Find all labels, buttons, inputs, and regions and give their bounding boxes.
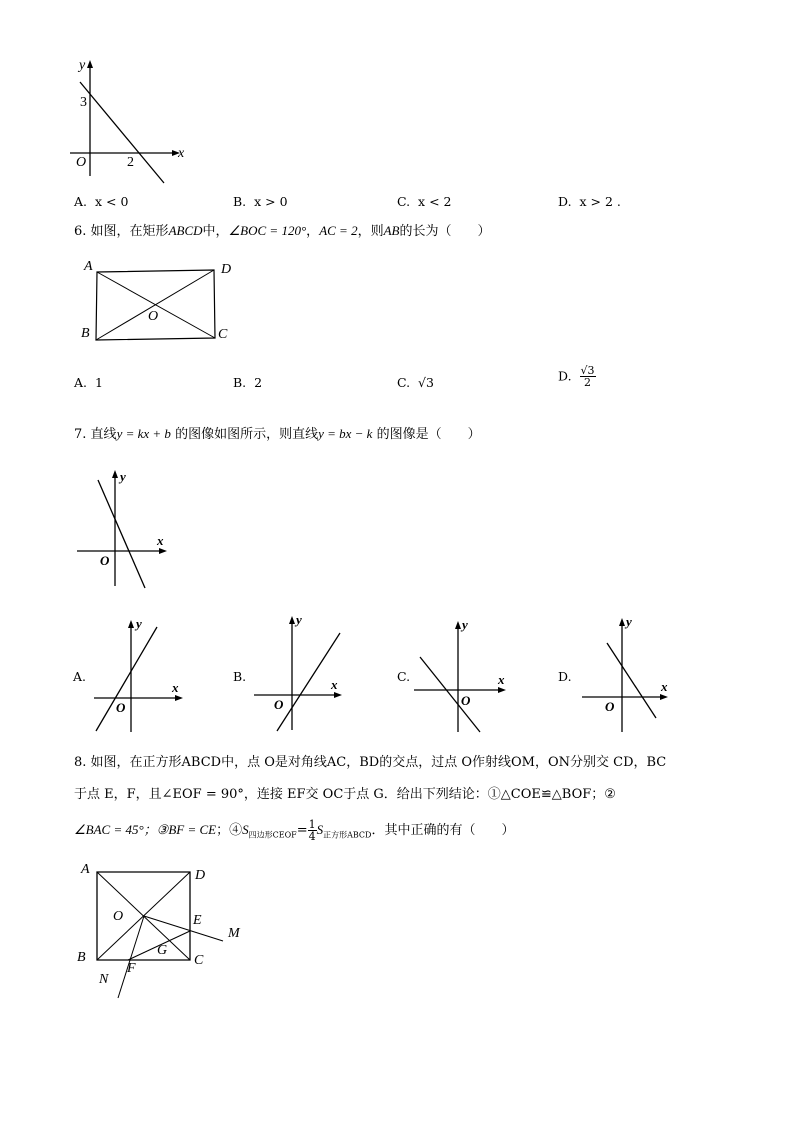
- x-axis-label: x: [331, 677, 338, 692]
- point-b: B: [77, 950, 86, 965]
- origin-label: O: [100, 553, 110, 568]
- q6-option-c[interactable]: C. √3: [397, 375, 434, 390]
- origin-label: O: [116, 700, 126, 715]
- y-axis-label: y: [296, 612, 302, 627]
- q5-option-c[interactable]: C. x < 2: [397, 194, 452, 209]
- point-m: M: [228, 926, 240, 941]
- q6-stem: 6. 如图，在矩形ABCD中，∠BOC = 120°，AC = 2，则AB的长为（ ）: [74, 223, 491, 239]
- y-axis-label: y: [462, 617, 468, 632]
- point-f: F: [127, 961, 136, 976]
- y-axis-label: y: [120, 469, 126, 484]
- origin-label: O: [461, 693, 471, 708]
- q8-stem-line2: 于点 E，F，且∠EOF = 90°，连接 EF交 OC于点 G．给出下列结论：①△COE≌△BOF；②: [74, 787, 616, 802]
- q6-option-b[interactable]: B. 2: [233, 375, 263, 390]
- point-c: C: [218, 327, 228, 342]
- q8-stem-line1: 8. 如图，在正方形ABCD中，点 O是对角线AC，BD的交点，过点 O作射线OM，ON分别交 CD，BC: [74, 755, 667, 770]
- option-letter: A.: [73, 669, 87, 684]
- ray-om: [144, 916, 223, 941]
- q5-option-d[interactable]: D. x > 2 .: [558, 194, 621, 209]
- x-axis-label: x: [498, 672, 505, 687]
- q7-stem: 7. 直线y = kx + b 的图像如图所示，则直线y = bx − k 的图像是（ ）: [74, 426, 481, 442]
- option-letter: C.: [397, 669, 411, 684]
- point-a: A: [84, 259, 93, 274]
- x-axis-label: x: [661, 679, 668, 694]
- point-d: D: [195, 868, 206, 883]
- option-letter: B.: [233, 669, 247, 684]
- y-intercept-label: 3: [80, 95, 87, 110]
- q5-option-b[interactable]: B. x > 0: [233, 194, 288, 209]
- option-letter: D.: [558, 669, 572, 684]
- point-d: D: [221, 262, 232, 277]
- q8-stem-line3: ∠BAC = 45°；③BF = CE；$④S_{四边形CEOF}=$ $\frac{1}{4}$ $S_{正方形ABCD}$．其中正确的有（ ）: [74, 818, 515, 843]
- x-axis-label: x: [172, 680, 179, 695]
- x-axis-label: x: [178, 146, 185, 161]
- origin-label: O: [274, 697, 284, 712]
- point-o: O: [148, 309, 159, 324]
- q5-option-a[interactable]: A. x < 0: [74, 194, 129, 209]
- point-g: G: [157, 943, 168, 958]
- q6-option-a[interactable]: A. 1: [74, 375, 103, 390]
- y-axis-label: y: [626, 614, 632, 629]
- point-a: A: [81, 862, 90, 877]
- point-n: N: [99, 972, 109, 987]
- point-o: O: [113, 909, 124, 924]
- origin-label: O: [605, 699, 615, 714]
- x-axis-label: x: [157, 533, 164, 548]
- point-e: E: [193, 913, 202, 928]
- x-intercept-label: 2: [127, 155, 134, 170]
- y-axis-label: y: [79, 58, 86, 73]
- y-axis-label: y: [136, 616, 142, 631]
- q6-option-d[interactable]: D. $\frac{√3}{2}$: [558, 364, 595, 389]
- point-b: B: [81, 326, 90, 341]
- point-c: C: [194, 953, 204, 968]
- origin-label: O: [76, 155, 87, 170]
